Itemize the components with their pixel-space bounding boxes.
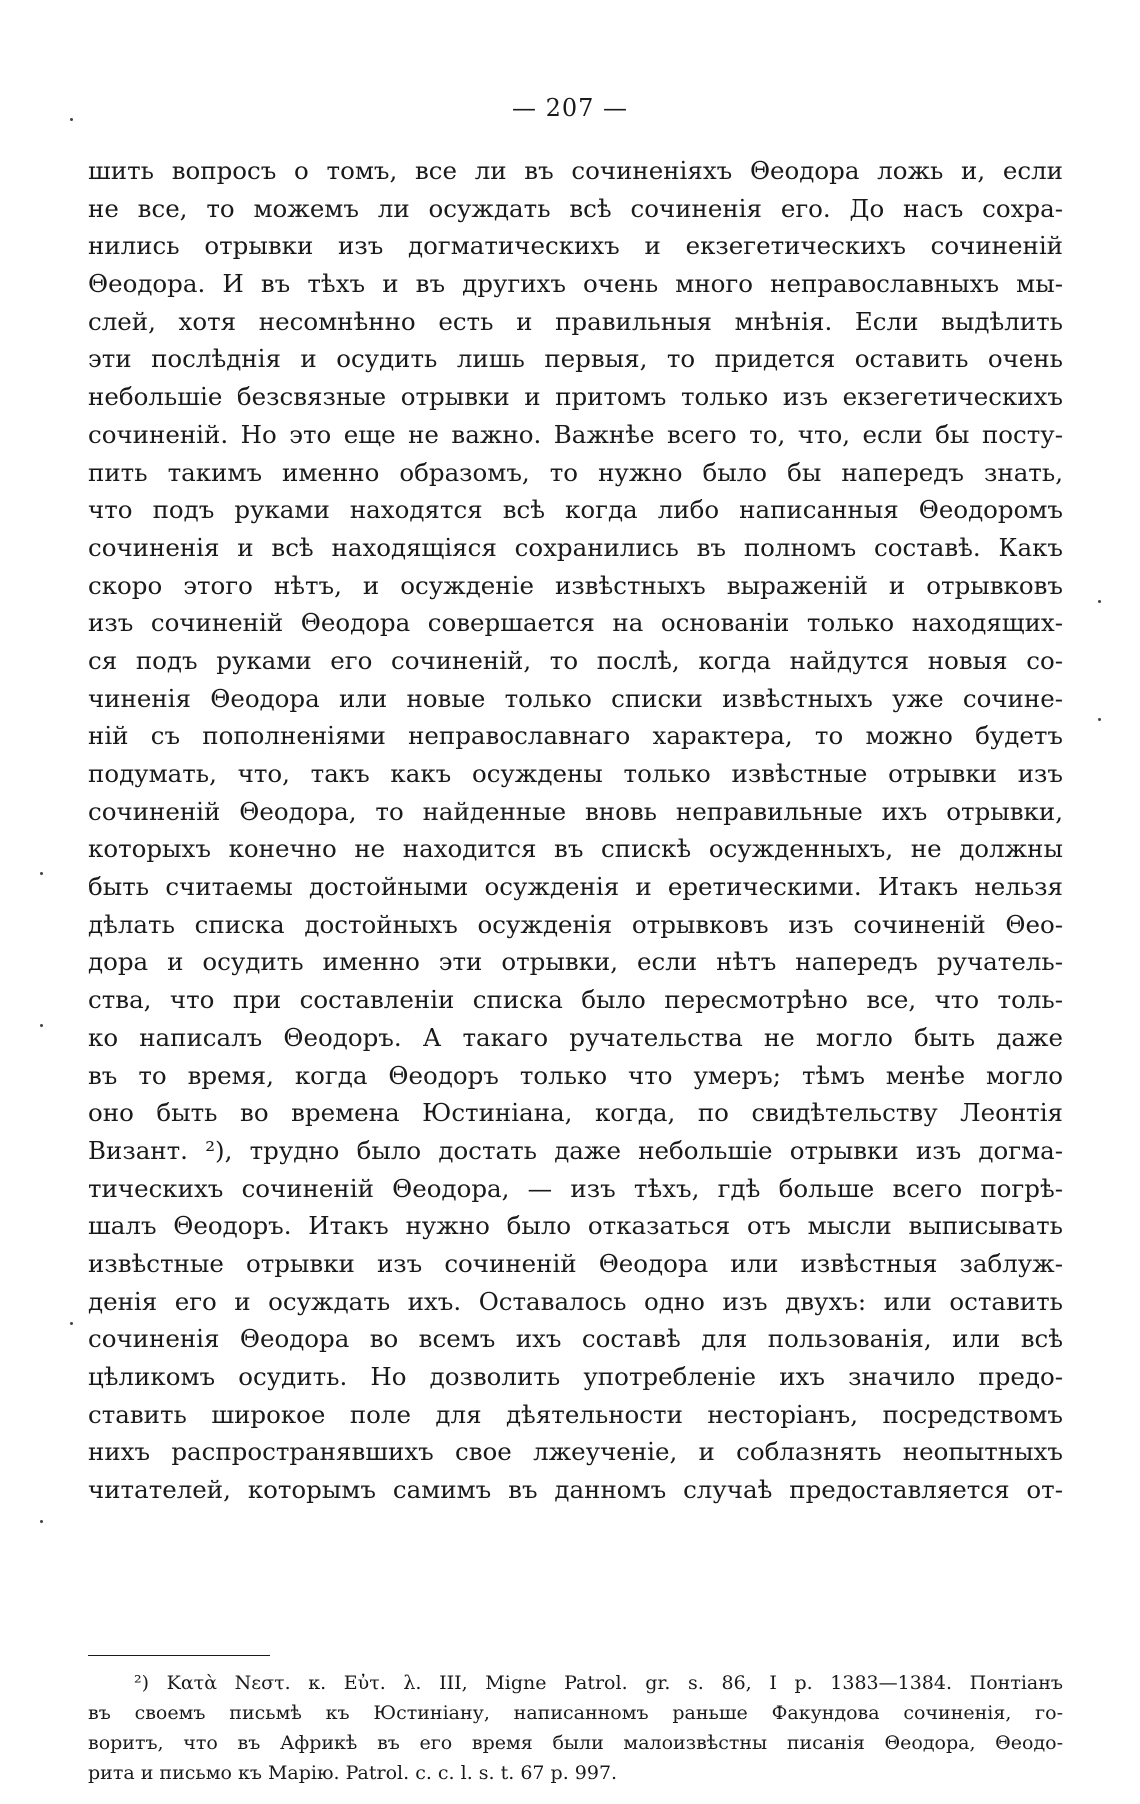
print-speck [70,1322,73,1325]
text-line: быть считаемы достойными осужденія и еретическими. Итакъ нельзя [88,872,1063,902]
text-line: въ то время, когда Θеодоръ только что умеръ; тѣмъ менѣе могло [88,1060,1063,1090]
text-line: ко написалъ Θеодоръ. А такаго ручательства не могло быть даже [88,1022,1063,1052]
footnote-rule [88,1655,270,1656]
print-speck [70,118,73,121]
text-line: ній съ пополненіями неправославнаго характера, то можно будетъ [88,721,1063,751]
text-line: подумать, что, такъ какъ осуждены только извѣстные отрывки изъ [88,759,1063,788]
print-speck [40,1520,43,1523]
text-line: Θеодора. И въ тѣхъ и въ другихъ очень много неправославныхъ мы- [88,269,1063,299]
print-speck [1098,600,1101,603]
text-line: читателей, которымъ самимъ въ данномъ случаѣ предоставляется от- [88,1475,1063,1505]
text-line: денія его и осуждать ихъ. Оставалось одно изъ двухъ: или оставить [88,1286,1063,1316]
footnotes [88,1668,1063,1788]
text-line: не все, то можемъ ли осуждать всѣ сочиненія его. До насъ сохра- [88,193,1063,223]
text-line: сочиненія Θеодора во всемъ ихъ составѣ для пользованія, или всѣ [88,1324,1063,1354]
text-line: шить вопросъ о томъ, все ли въ сочиненіяхъ Θеодора ложь и, если [88,156,1063,185]
print-speck [1098,718,1101,721]
text-line: нихъ распространявшихъ свое лжеученіе, и соблазнять неопытныхъ [88,1437,1063,1467]
text-line: дора и осудить именно эти отрывки, если нѣтъ напередъ ручатель- [88,947,1063,977]
text-line: цѣликомъ осудить. Но дозволить употребленіе ихъ значило предо- [88,1362,1063,1391]
text-line: эти послѣднія и осудить лишь первыя, то придется оставить очень [88,344,1063,374]
text-line: дѣлать списка достойныхъ осужденія отрывковъ изъ сочиненій Θео- [88,909,1063,939]
text-line: ства, что при составленіи списка было пересмотрѣно все, что толь- [88,985,1063,1015]
text-line: сочиненія и всѣ находящіяся сохранились въ полномъ составѣ. Какъ [88,532,1063,562]
text-line: пить такимъ именно образомъ, то нужно было бы напередъ знать, [88,457,1063,487]
footnote-line: рита и письмо къ Марію. Patrol. c. c. l. s. t. 67 p. 997. [88,1762,618,1784]
text-line: что подъ руками находятся всѣ когда либо написанныя Θеодоромъ [88,495,1063,525]
footnote-line: ²) Κατὰ Νεστ. κ. Εὐτ. λ. III, Migne Patrol. gr. s. 86, I p. 1383—1384. Понтіанъ [134,1672,1063,1694]
text-line: сочиненій Θеодора, то найденные вновь неправильные ихъ отрывки, [88,796,1063,826]
text-line: слей, хотя несомнѣнно есть и правильныя мнѣнія. Если выдѣлить [88,306,1063,336]
print-speck [40,1024,43,1027]
text-line: которыхъ конечно не находится въ спискѣ осужденныхъ, не должны [88,834,1063,864]
text-line: тическихъ сочиненій Θеодора, — изъ тѣхъ, гдѣ больше всего погрѣ- [88,1173,1063,1203]
text-line: ставить широкое поле для дѣятельности несторіанъ, посредствомъ [88,1399,1063,1429]
text-line: скоро этого нѣтъ, и осужденіе извѣстныхъ выраженій и отрывковъ [88,570,1063,600]
text-line: чиненія Θеодора или новые только списки извѣстныхъ уже сочине- [88,683,1063,713]
page-number: — 207 — [511,94,629,122]
text-line: сочиненій. Но это еще не важно. Важнѣе всего то, что, если бы посту- [88,419,1063,449]
text-line: нились отрывки изъ догматическихъ и екзегетическихъ сочиненій [88,231,1063,261]
footnote-line: воритъ, что въ Африкѣ въ его время были малоизвѣстны писанія Θеодора, Θеодо- [88,1732,1063,1754]
text-line: шалъ Θеодоръ. Итакъ нужно было отказаться отъ мысли выписывать [88,1211,1063,1241]
text-line: оно быть во времена Юстиніана, когда, по свидѣтельству Леонтія [88,1098,1063,1128]
text-line: Визант. ²), трудно было достать даже небольшіе отрывки изъ догма- [88,1135,1063,1165]
text-line: ся подъ руками его сочиненій, то послѣ, когда найдутся новыя со- [88,645,1063,675]
print-speck [40,872,43,875]
text-line: извѣстные отрывки изъ сочиненій Θеодора или извѣстныя заблуж- [88,1248,1063,1278]
text-line: изъ сочиненій Θеодора совершается на основаніи только находящих- [88,608,1063,638]
footnote-line: въ своемъ письмѣ къ Юстиніану, написанномъ раньше Факундова сочиненія, го- [88,1702,1063,1724]
text-line: небольшіе безсвязные отрывки и притомъ только изъ екзегетическихъ [88,382,1063,412]
main-text [88,152,1063,1509]
